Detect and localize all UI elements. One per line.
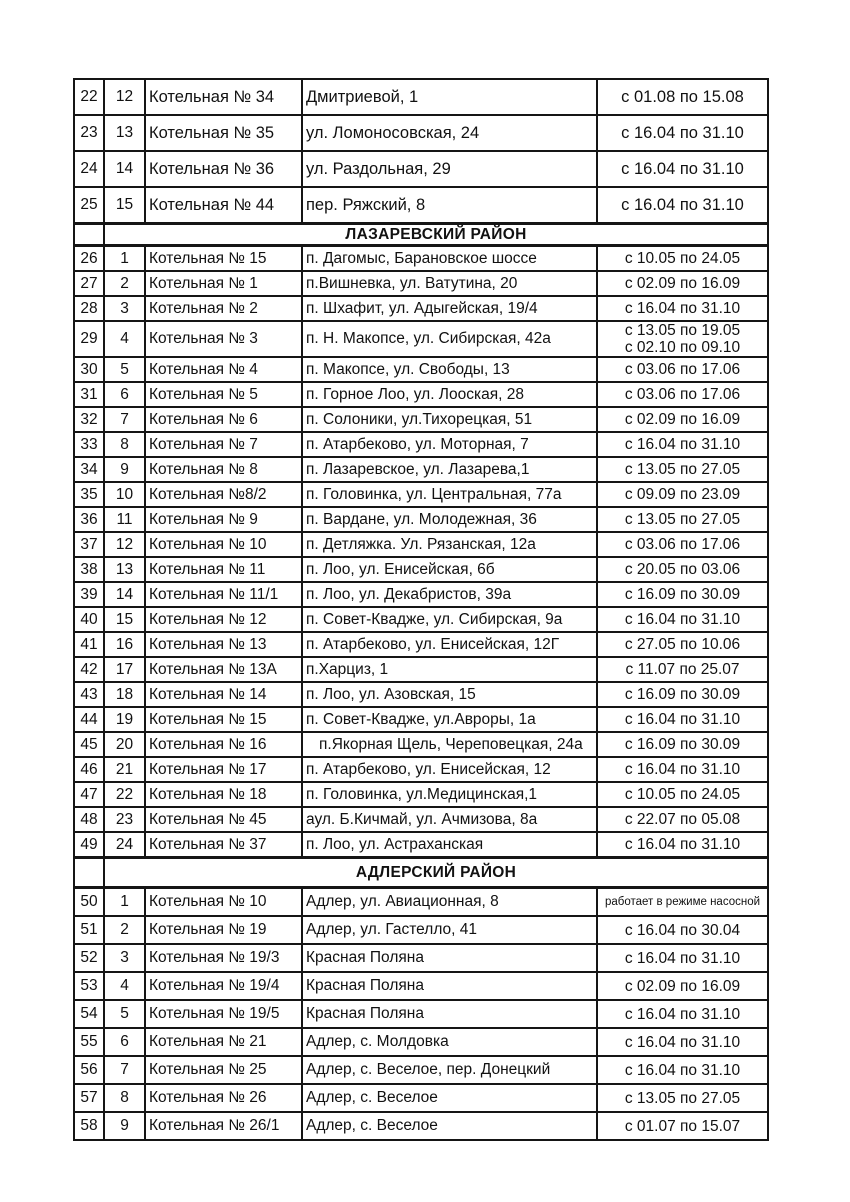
table-row — [74, 432, 768, 457]
period-cell — [597, 1000, 768, 1028]
sub-number-cell: 2 — [104, 271, 145, 296]
table-row — [74, 757, 768, 782]
row-number-cell: 58 — [74, 1112, 104, 1140]
table-row — [74, 782, 768, 807]
address-cell: п. Атарбеково, ул. Енисейская, 12Г — [302, 632, 597, 657]
period-cell — [597, 1112, 768, 1140]
section-header-row — [74, 858, 768, 888]
period-cell — [597, 582, 768, 607]
row-number-cell: 50 — [74, 888, 104, 917]
table-row — [74, 944, 768, 972]
sub-number-cell: 9 — [104, 457, 145, 482]
table-row — [74, 507, 768, 532]
address-cell: Красная Поляна — [302, 1000, 597, 1028]
period-line: с 02.10 по 09.10 — [624, 339, 741, 356]
table-row — [74, 972, 768, 1000]
boiler-name-cell: Котельная № 26/1 — [145, 1112, 302, 1140]
row-number-cell: 42 — [74, 657, 104, 682]
boiler-name-cell: Котельная № 13А — [145, 657, 302, 682]
boiler-schedule-table — [73, 78, 769, 1141]
period-cell — [597, 407, 768, 432]
period-cell — [597, 944, 768, 972]
row-number-cell: 45 — [74, 732, 104, 757]
address-cell: Адлер, с. Веселое — [302, 1112, 597, 1140]
period-line: с 16.04 по 31.10 — [624, 436, 741, 453]
boiler-name-cell: Котельная № 11 — [145, 557, 302, 582]
period-cell — [597, 1056, 768, 1084]
sub-number-cell: 9 — [104, 1112, 145, 1140]
period-cell — [597, 557, 768, 582]
table-row — [74, 407, 768, 432]
address-cell: Адлер, ул. Авиационная, 8 — [302, 888, 597, 917]
period-line: с 13.05 по 19.05 — [624, 322, 741, 339]
table-row — [74, 296, 768, 321]
period-line: с 03.06 по 17.06 — [624, 386, 741, 403]
boiler-name-cell: Котельная № 12 — [145, 607, 302, 632]
table-row — [74, 1112, 768, 1140]
row-number-cell: 46 — [74, 757, 104, 782]
row-number-cell: 53 — [74, 972, 104, 1000]
table-row — [74, 271, 768, 296]
address-cell: п.Вишневка, ул. Ватутина, 20 — [302, 271, 597, 296]
boiler-name-cell: Котельная № 19/3 — [145, 944, 302, 972]
period-line: с 16.09 по 30.09 — [624, 686, 741, 703]
address-cell: п. Макопсе, ул. Свободы, 13 — [302, 357, 597, 382]
address-cell: п. Лоо, ул. Астраханская — [302, 832, 597, 858]
sub-number-cell: 5 — [104, 1000, 145, 1028]
row-number-cell: 32 — [74, 407, 104, 432]
period-cell — [597, 246, 768, 272]
boiler-name-cell: Котельная № 6 — [145, 407, 302, 432]
address-cell: Адлер, с. Молдовка — [302, 1028, 597, 1056]
boiler-table-body — [74, 79, 768, 1140]
period-cell — [597, 357, 768, 382]
row-number-cell: 26 — [74, 246, 104, 272]
sub-number-cell: 1 — [104, 888, 145, 917]
sub-number-cell: 3 — [104, 296, 145, 321]
boiler-name-cell: Котельная № 7 — [145, 432, 302, 457]
row-number-cell: 51 — [74, 916, 104, 944]
table-row — [74, 79, 768, 115]
row-number-cell: 49 — [74, 832, 104, 858]
row-number-cell: 33 — [74, 432, 104, 457]
period-cell — [597, 1028, 768, 1056]
period-cell — [597, 382, 768, 407]
period-cell — [597, 832, 768, 858]
period-cell — [597, 632, 768, 657]
address-cell: пер. Ряжский, 8 — [302, 187, 597, 224]
period-cell — [597, 807, 768, 832]
address-cell: п. Лоо, ул. Декабристов, 39а — [302, 582, 597, 607]
address-cell: п. Шхафит, ул. Адыгейская, 19/4 — [302, 296, 597, 321]
sub-number-cell: 10 — [104, 482, 145, 507]
address-cell: Красная Поляна — [302, 972, 597, 1000]
sub-number-cell: 14 — [104, 151, 145, 187]
boiler-name-cell: Котельная № 13 — [145, 632, 302, 657]
address-cell: Адлер, с. Веселое — [302, 1084, 597, 1112]
address-cell: п. Атарбеково, ул. Моторная, 7 — [302, 432, 597, 457]
period-line: с 16.04 по 31.10 — [621, 123, 744, 142]
sub-number-cell: 4 — [104, 321, 145, 357]
sub-number-cell: 13 — [104, 557, 145, 582]
period-line: с 22.07 по 05.08 — [624, 811, 741, 828]
period-cell — [597, 682, 768, 707]
table-row — [74, 682, 768, 707]
period-line: с 10.05 по 24.05 — [624, 250, 741, 267]
table-row — [74, 457, 768, 482]
period-line: с 16.04 по 31.10 — [624, 1033, 741, 1051]
address-cell: п. Лазаревское, ул. Лазарева,1 — [302, 457, 597, 482]
row-number-cell: 39 — [74, 582, 104, 607]
row-number-cell: 44 — [74, 707, 104, 732]
period-line: с 09.09 по 23.09 — [624, 486, 741, 503]
period-line: с 03.06 по 17.06 — [624, 536, 741, 553]
boiler-name-cell: Котельная № 17 — [145, 757, 302, 782]
row-number-cell: 41 — [74, 632, 104, 657]
address-cell: п. Горное Лоо, ул. Лооская, 28 — [302, 382, 597, 407]
period-line: с 16.04 по 31.10 — [624, 300, 741, 317]
sub-number-cell: 4 — [104, 972, 145, 1000]
boiler-name-cell: Котельная № 19 — [145, 916, 302, 944]
sub-number-cell: 12 — [104, 532, 145, 557]
boiler-name-cell: Котельная № 45 — [145, 807, 302, 832]
table-row — [74, 807, 768, 832]
table-row — [74, 557, 768, 582]
sub-number-cell: 7 — [104, 1056, 145, 1084]
period-cell — [597, 187, 768, 224]
address-cell: ул. Ломоносовская, 24 — [302, 115, 597, 151]
period-line: с 16.04 по 31.10 — [624, 836, 741, 853]
period-cell — [597, 432, 768, 457]
boiler-name-cell: Котельная № 16 — [145, 732, 302, 757]
period-cell — [597, 657, 768, 682]
boiler-name-cell: Котельная № 15 — [145, 246, 302, 272]
address-cell: п. Н. Макопсе, ул. Сибирская, 42а — [302, 321, 597, 357]
period-cell — [597, 607, 768, 632]
period-line: с 16.04 по 31.10 — [621, 159, 744, 178]
period-line: с 20.05 по 03.06 — [624, 561, 741, 578]
period-line: с 16.04 по 30.04 — [624, 921, 741, 939]
boiler-name-cell: Котельная № 5 — [145, 382, 302, 407]
period-cell — [597, 115, 768, 151]
sub-number-cell: 18 — [104, 682, 145, 707]
address-cell: п. Атарбеково, ул. Енисейская, 12 — [302, 757, 597, 782]
address-cell: п. Совет-Квадже, ул. Сибирская, 9а — [302, 607, 597, 632]
table-row — [74, 1028, 768, 1056]
table-row — [74, 632, 768, 657]
row-number-cell: 31 — [74, 382, 104, 407]
address-cell: Красная Поляна — [302, 944, 597, 972]
boiler-name-cell: Котельная № 2 — [145, 296, 302, 321]
period-cell — [597, 151, 768, 187]
row-number-cell: 35 — [74, 482, 104, 507]
sub-number-cell: 2 — [104, 916, 145, 944]
period-cell — [597, 707, 768, 732]
row-number-cell: 47 — [74, 782, 104, 807]
address-cell: Адлер, с. Веселое, пер. Донецкий — [302, 1056, 597, 1084]
address-cell: п. Лоо, ул. Енисейская, 6б — [302, 557, 597, 582]
boiler-name-cell: Котельная № 34 — [145, 79, 302, 115]
row-number-cell: 38 — [74, 557, 104, 582]
period-line: с 16.04 по 31.10 — [624, 611, 741, 628]
table-row — [74, 357, 768, 382]
table-row — [74, 187, 768, 224]
boiler-name-cell: Котельная № 21 — [145, 1028, 302, 1056]
row-number-cell: 55 — [74, 1028, 104, 1056]
boiler-name-cell: Котельная № 9 — [145, 507, 302, 532]
address-cell: п.Харциз, 1 — [302, 657, 597, 682]
boiler-name-cell: Котельная № 1 — [145, 271, 302, 296]
period-line: с 13.05 по 27.05 — [624, 1089, 741, 1107]
period-line: с 01.07 по 15.07 — [624, 1117, 741, 1135]
boiler-name-cell: Котельная № 18 — [145, 782, 302, 807]
address-cell: п. Головинка, ул. Центральная, 77а — [302, 482, 597, 507]
row-number-cell: 28 — [74, 296, 104, 321]
boiler-name-cell: Котельная № 14 — [145, 682, 302, 707]
period-cell — [597, 457, 768, 482]
period-line: с 01.08 по 15.08 — [621, 87, 744, 106]
section-header: АДЛЕРСКИЙ РАЙОН — [104, 858, 768, 888]
sub-number-cell: 21 — [104, 757, 145, 782]
period-cell — [597, 296, 768, 321]
table-row — [74, 832, 768, 858]
period-line: с 16.04 по 31.10 — [621, 195, 744, 214]
period-line: с 27.05 по 10.06 — [624, 636, 741, 653]
period-line: с 16.09 по 30.09 — [624, 586, 741, 603]
period-cell — [597, 782, 768, 807]
table-row — [74, 115, 768, 151]
table-row — [74, 246, 768, 272]
table-row — [74, 1084, 768, 1112]
period-line: с 16.04 по 31.10 — [624, 1061, 741, 1079]
boiler-name-cell: Котельная № 8 — [145, 457, 302, 482]
sub-number-cell: 3 — [104, 944, 145, 972]
boiler-name-cell: Котельная №8/2 — [145, 482, 302, 507]
sub-number-cell: 7 — [104, 407, 145, 432]
row-number-cell: 25 — [74, 187, 104, 224]
section-header-empty-cell — [74, 224, 104, 246]
section-header: ЛАЗАРЕВСКИЙ РАЙОН — [104, 224, 768, 246]
row-number-cell: 24 — [74, 151, 104, 187]
boiler-name-cell: Котельная № 26 — [145, 1084, 302, 1112]
period-line: с 16.09 по 30.09 — [624, 736, 741, 753]
sub-number-cell: 15 — [104, 187, 145, 224]
row-number-cell: 34 — [74, 457, 104, 482]
table-row — [74, 888, 768, 917]
boiler-name-cell: Котельная № 19/4 — [145, 972, 302, 1000]
table-row — [74, 382, 768, 407]
sub-number-cell: 6 — [104, 1028, 145, 1056]
period-line: работает в режиме насосной — [604, 895, 761, 908]
row-number-cell: 56 — [74, 1056, 104, 1084]
period-cell — [597, 888, 768, 917]
table-row — [74, 707, 768, 732]
row-number-cell: 43 — [74, 682, 104, 707]
row-number-cell: 57 — [74, 1084, 104, 1112]
row-number-cell: 40 — [74, 607, 104, 632]
row-number-cell: 54 — [74, 1000, 104, 1028]
address-cell: п. Совет-Квадже, ул.Авроры, 1а — [302, 707, 597, 732]
table-row — [74, 1056, 768, 1084]
sub-number-cell: 16 — [104, 632, 145, 657]
period-line: с 16.04 по 31.10 — [624, 1005, 741, 1023]
boiler-name-cell: Котельная № 19/5 — [145, 1000, 302, 1028]
period-line: с 11.07 по 25.07 — [625, 661, 740, 678]
address-cell: п. Детляжка. Ул. Рязанская, 12а — [302, 532, 597, 557]
table-row — [74, 607, 768, 632]
sub-number-cell: 24 — [104, 832, 145, 858]
row-number-cell: 37 — [74, 532, 104, 557]
address-cell: п.Якорная Щель, Череповецкая, 24а — [302, 732, 597, 757]
table-row — [74, 1000, 768, 1028]
period-line: с 02.09 по 16.09 — [624, 411, 741, 428]
period-cell — [597, 916, 768, 944]
row-number-cell: 36 — [74, 507, 104, 532]
period-line: с 03.06 по 17.06 — [624, 361, 741, 378]
boiler-name-cell: Котельная № 36 — [145, 151, 302, 187]
period-line: с 13.05 по 27.05 — [624, 461, 741, 478]
table-row — [74, 916, 768, 944]
sub-number-cell: 11 — [104, 507, 145, 532]
address-cell: п. Головинка, ул.Медицинская,1 — [302, 782, 597, 807]
period-line: с 02.09 по 16.09 — [624, 275, 741, 292]
address-cell: аул. Б.Кичмай, ул. Ачмизова, 8а — [302, 807, 597, 832]
period-line: с 16.04 по 31.10 — [624, 711, 741, 728]
table-row — [74, 732, 768, 757]
sub-number-cell: 6 — [104, 382, 145, 407]
address-cell: п. Вардане, ул. Молодежная, 36 — [302, 507, 597, 532]
period-line: с 16.04 по 31.10 — [624, 761, 741, 778]
sub-number-cell: 22 — [104, 782, 145, 807]
boiler-name-cell: Котельная № 10 — [145, 532, 302, 557]
period-line: с 02.09 по 16.09 — [624, 977, 741, 995]
row-number-cell: 52 — [74, 944, 104, 972]
address-cell: ул. Раздольная, 29 — [302, 151, 597, 187]
sub-number-cell: 1 — [104, 246, 145, 272]
row-number-cell: 22 — [74, 79, 104, 115]
table-row — [74, 151, 768, 187]
period-cell — [597, 532, 768, 557]
address-cell: Адлер, ул. Гастелло, 41 — [302, 916, 597, 944]
table-clip-region — [73, 78, 770, 1135]
period-line: с 16.04 по 31.10 — [624, 949, 741, 967]
sub-number-cell: 14 — [104, 582, 145, 607]
period-cell — [597, 507, 768, 532]
row-number-cell: 48 — [74, 807, 104, 832]
row-number-cell: 30 — [74, 357, 104, 382]
period-cell — [597, 972, 768, 1000]
boiler-name-cell: Котельная № 11/1 — [145, 582, 302, 607]
row-number-cell: 29 — [74, 321, 104, 357]
boiler-name-cell: Котельная № 10 — [145, 888, 302, 917]
boiler-name-cell: Котельная № 4 — [145, 357, 302, 382]
sub-number-cell: 23 — [104, 807, 145, 832]
boiler-name-cell: Котельная № 35 — [145, 115, 302, 151]
sub-number-cell: 17 — [104, 657, 145, 682]
table-row — [74, 582, 768, 607]
address-cell: п. Лоо, ул. Азовская, 15 — [302, 682, 597, 707]
table-row — [74, 482, 768, 507]
sub-number-cell: 12 — [104, 79, 145, 115]
period-cell — [597, 271, 768, 296]
boiler-name-cell: Котельная № 15 — [145, 707, 302, 732]
period-cell — [597, 482, 768, 507]
row-number-cell: 27 — [74, 271, 104, 296]
sub-number-cell: 8 — [104, 1084, 145, 1112]
sub-number-cell: 20 — [104, 732, 145, 757]
sub-number-cell: 13 — [104, 115, 145, 151]
boiler-name-cell: Котельная № 25 — [145, 1056, 302, 1084]
period-cell — [597, 732, 768, 757]
period-cell — [597, 1084, 768, 1112]
sub-number-cell: 8 — [104, 432, 145, 457]
period-line: с 13.05 по 27.05 — [624, 511, 741, 528]
period-cell — [597, 79, 768, 115]
sub-number-cell: 5 — [104, 357, 145, 382]
period-cell — [597, 321, 768, 357]
section-header-row — [74, 224, 768, 246]
boiler-name-cell: Котельная № 37 — [145, 832, 302, 858]
address-cell: п. Дагомыс, Барановское шоссе — [302, 246, 597, 272]
sub-number-cell: 19 — [104, 707, 145, 732]
sub-number-cell: 15 — [104, 607, 145, 632]
period-line: с 10.05 по 24.05 — [624, 786, 741, 803]
address-cell: Дмитриевой, 1 — [302, 79, 597, 115]
table-row — [74, 657, 768, 682]
table-row — [74, 321, 768, 357]
period-cell — [597, 757, 768, 782]
row-number-cell: 23 — [74, 115, 104, 151]
section-header-empty-cell — [74, 858, 104, 888]
boiler-name-cell: Котельная № 44 — [145, 187, 302, 224]
boiler-name-cell: Котельная № 3 — [145, 321, 302, 357]
address-cell: п. Солоники, ул.Тихорецкая, 51 — [302, 407, 597, 432]
table-row — [74, 532, 768, 557]
